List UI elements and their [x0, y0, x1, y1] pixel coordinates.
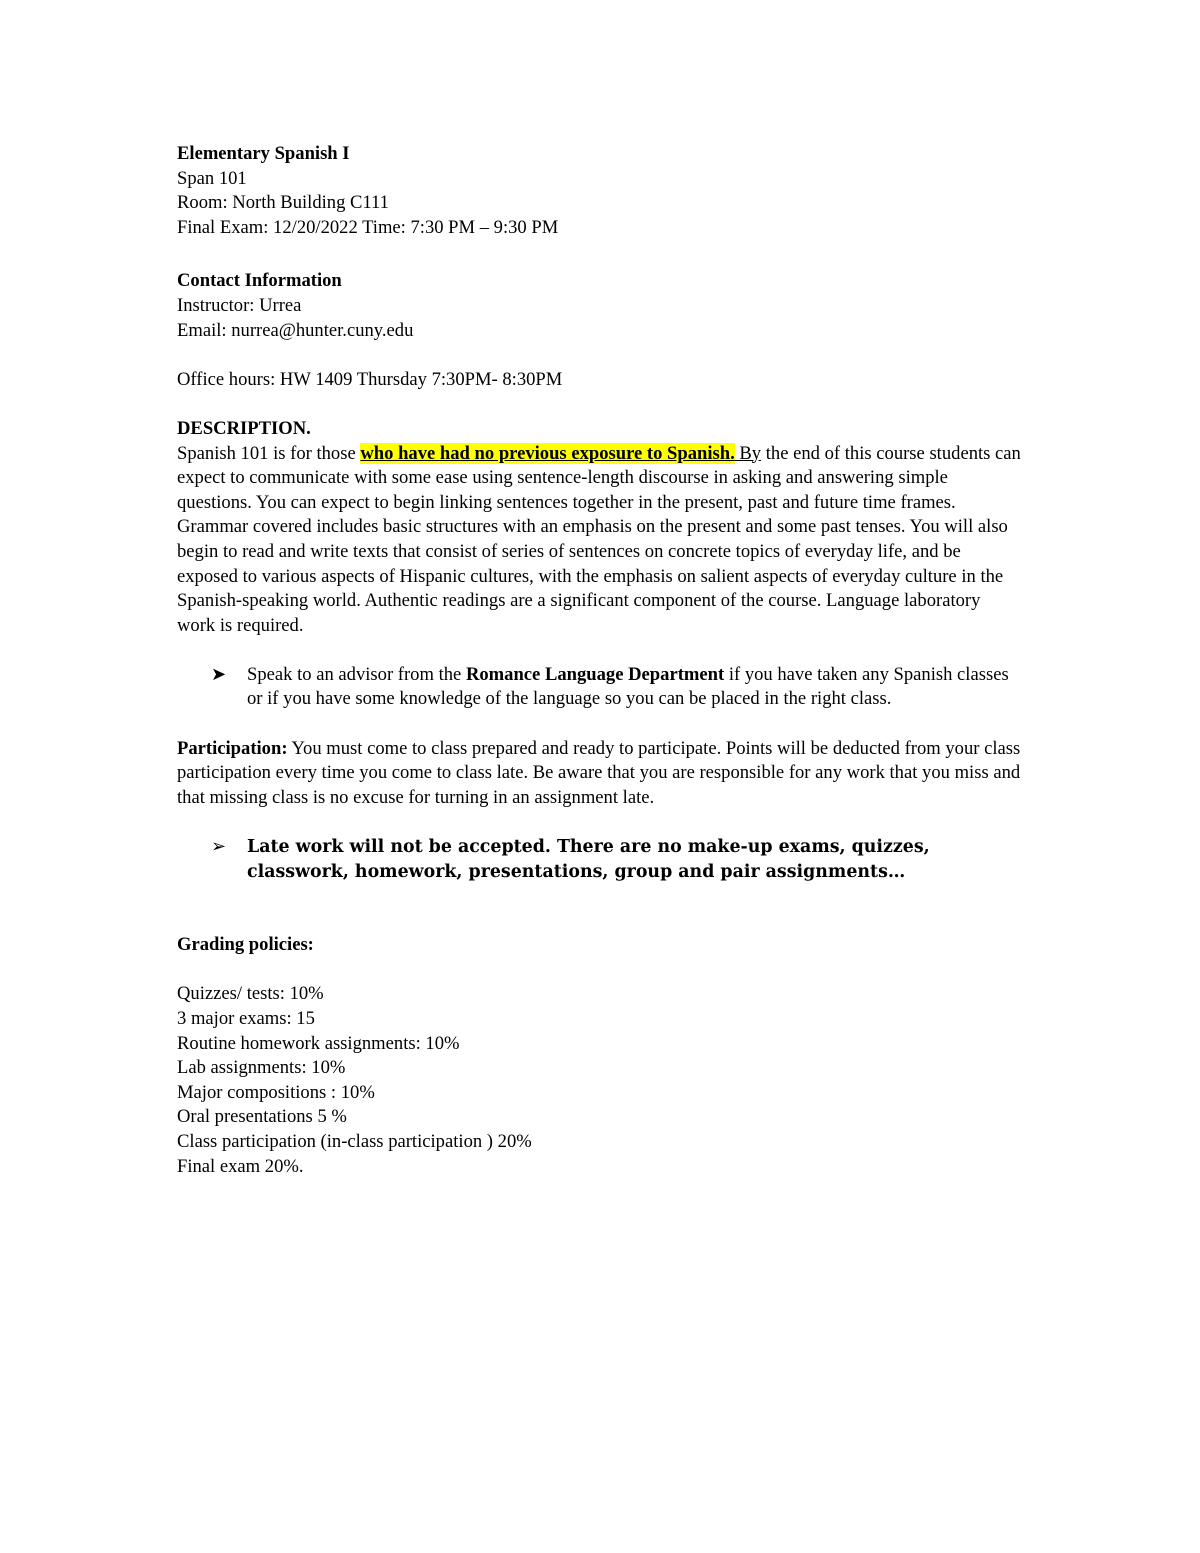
- syllabus-page: [177, 142, 1037, 1179]
- description-intro: Spanish 101 is for those: [177, 442, 361, 464]
- room-info: Room: North Building C111: [177, 192, 389, 214]
- description-heading: DESCRIPTION.: [177, 417, 311, 439]
- instructor-name: Instructor: Urrea: [177, 294, 302, 316]
- participation-paragraph: [177, 737, 1022, 811]
- late-work-text: Late work will not be accepted. There are no make-up exams, quizzes, classwork, homework, presentations, group and pair assignments…: [247, 837, 930, 882]
- grading-heading: Grading policies:: [177, 934, 314, 956]
- course-code: Span 101: [177, 167, 247, 189]
- advisor-note: [177, 663, 1027, 712]
- grading-item: Class participation (in-class participation ) 20%: [177, 1130, 532, 1152]
- grading-item: Lab assignments: 10%: [177, 1057, 346, 1079]
- grading-item: 3 major exams: 15: [177, 1008, 315, 1029]
- grading-item: Quizzes/ tests: 10%: [177, 983, 324, 1005]
- description-underlined: By: [734, 442, 762, 464]
- arrow-bullet-icon: ➤: [211, 663, 227, 685]
- office-hours: Office hours: HW 1409 Thursday 7:30PM- 8:30PM: [177, 368, 563, 390]
- course-title: Elementary Spanish I: [177, 143, 350, 164]
- grading-item: Final exam 20%.: [177, 1155, 304, 1177]
- grading-item: Major compositions : 10%: [177, 1081, 375, 1103]
- participation-text: You must come to class prepared and ready to participate. Points will be deducted from your class participation every time you come to class late. Be aware that you are responsible for any work that you miss and that missing class is no excuse for turning in an assignment late.: [177, 737, 1021, 808]
- description-paragraph: [177, 442, 1022, 639]
- contact-heading: Contact Information: [177, 270, 342, 292]
- grading-item: Oral presentations 5 %: [177, 1106, 347, 1128]
- late-work-note: [177, 835, 1037, 884]
- advisor-note-dept: Romance Language Department: [465, 663, 725, 685]
- instructor-email: Email: nurrea@hunter.cuny.edu: [177, 319, 414, 341]
- description-highlight: who have had no previous exposure to Spanish.: [360, 442, 735, 464]
- advisor-note-after: if you have taken any Spanish classes or if you have some knowledge of the language so you can be placed in the right class.: [247, 663, 1009, 710]
- final-exam-info: Final Exam: 12/20/2022 Time: 7:30 PM – 9:30 PM: [177, 216, 559, 238]
- description-body: the end of this course students can expect to communicate with some ease using sentence-length discourse in asking and answering simple questions. You can expect to begin linking sentences together in the present, past and future time frames. Grammar covered includes basic structures with an emphasis on the present and some past tenses. You will also begin to read and write texts that consist of series of sentences on concrete topics of everyday life, and be exposed to various aspects of Hispanic cultures, with the emphasis on salient aspects of everyday culture in the Spanish-speaking world. Authentic readings are a significant component of the course. Language laboratory work is required.: [177, 442, 1021, 636]
- arrow-bullet-icon: ➢: [211, 836, 227, 858]
- participation-label: Participation:: [177, 737, 288, 759]
- advisor-note-before: Speak to an advisor from the: [247, 663, 466, 685]
- grading-item: Routine homework assignments: 10%: [177, 1032, 460, 1054]
